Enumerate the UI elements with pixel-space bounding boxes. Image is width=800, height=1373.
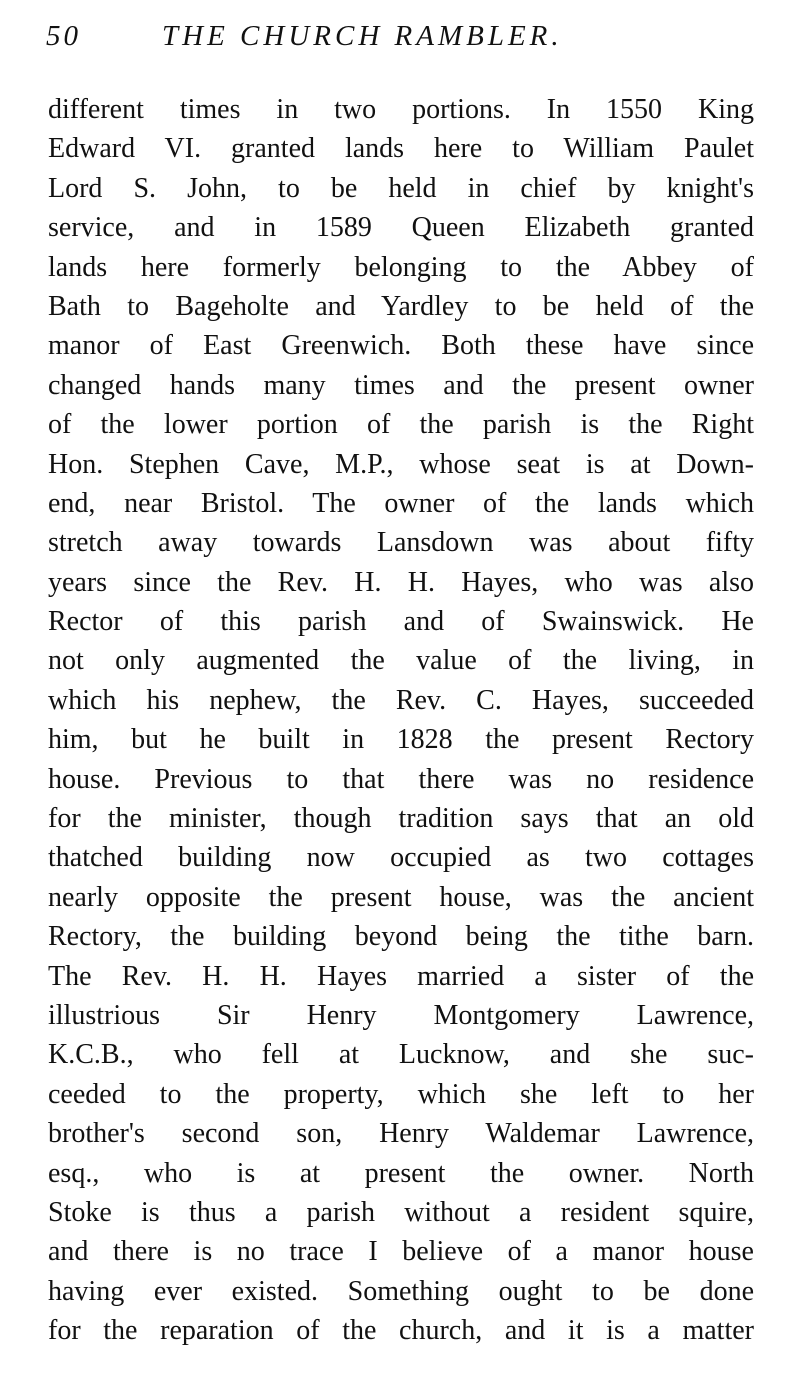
text-line: Lord S. John, to be held in chief by knight's — [48, 172, 754, 204]
text-line: thatched building now occupied as two cottages — [48, 842, 754, 874]
text-line: stretch away towards Lansdown was about fifty — [48, 527, 754, 559]
text-line: years since the Rev. H. H. Hayes, who was also — [48, 566, 754, 598]
text-line: Stoke is thus a parish without a resident squire, — [48, 1196, 754, 1228]
text-line: end, near Bristol. The owner of the lands which — [48, 487, 754, 519]
text-line: Bath to Bageholte and Yardley to be held of the — [48, 290, 754, 322]
text-line: which his nephew, the Rev. C. Hayes, succeeded — [48, 684, 754, 716]
text-line: different times in two portions. In 1550 King — [48, 94, 754, 125]
text-line: lands here formerly belonging to the Abbey of — [48, 251, 754, 283]
body-text — [48, 90, 754, 1351]
text-line: ceeded to the property, which she left to her — [48, 1078, 754, 1110]
page-header — [46, 14, 766, 62]
text-line: manor of East Greenwich. Both these have since — [48, 330, 754, 362]
running-title: THE CHURCH RAMBLER. — [162, 20, 563, 52]
text-line: for the reparation of the church, and it is a matter — [48, 1315, 754, 1347]
text-line: The Rev. H. H. Hayes married a sister of the — [48, 960, 754, 992]
text-line: of the lower portion of the parish is the Right — [48, 409, 754, 441]
page-number: 50 — [46, 20, 81, 52]
text-line: having ever existed. Something ought to be done — [48, 1275, 754, 1307]
text-line: house. Previous to that there was no residence — [48, 763, 754, 795]
text-line: illustrious Sir Henry Montgomery Lawrence, — [48, 999, 754, 1031]
text-line: Hon. Stephen Cave, M.P., whose seat is at Down- — [48, 448, 754, 480]
text-line: changed hands many times and the present owner — [48, 369, 754, 401]
text-line: for the minister, though tradition says that an old — [48, 803, 754, 835]
text-line: Edward VI. granted lands here to William Paulet — [48, 133, 754, 165]
text-line: and there is no trace I believe of a manor house — [48, 1236, 754, 1268]
text-line: brother's second son, Henry Waldemar Lawrence, — [48, 1118, 754, 1150]
text-line: esq., who is at present the owner. North — [48, 1157, 754, 1189]
text-line: service, and in 1589 Queen Elizabeth granted — [48, 212, 754, 244]
text-line: Rector of this parish and of Swainswick. He — [48, 606, 754, 638]
text-line: K.C.B., who fell at Lucknow, and she suc- — [48, 1039, 754, 1071]
text-line: not only augmented the value of the living, in — [48, 645, 754, 677]
text-line: Rectory, the building beyond being the tithe barn. — [48, 921, 754, 953]
text-line: him, but he built in 1828 the present Rectory — [48, 724, 754, 756]
text-line: nearly opposite the present house, was the ancient — [48, 881, 754, 913]
